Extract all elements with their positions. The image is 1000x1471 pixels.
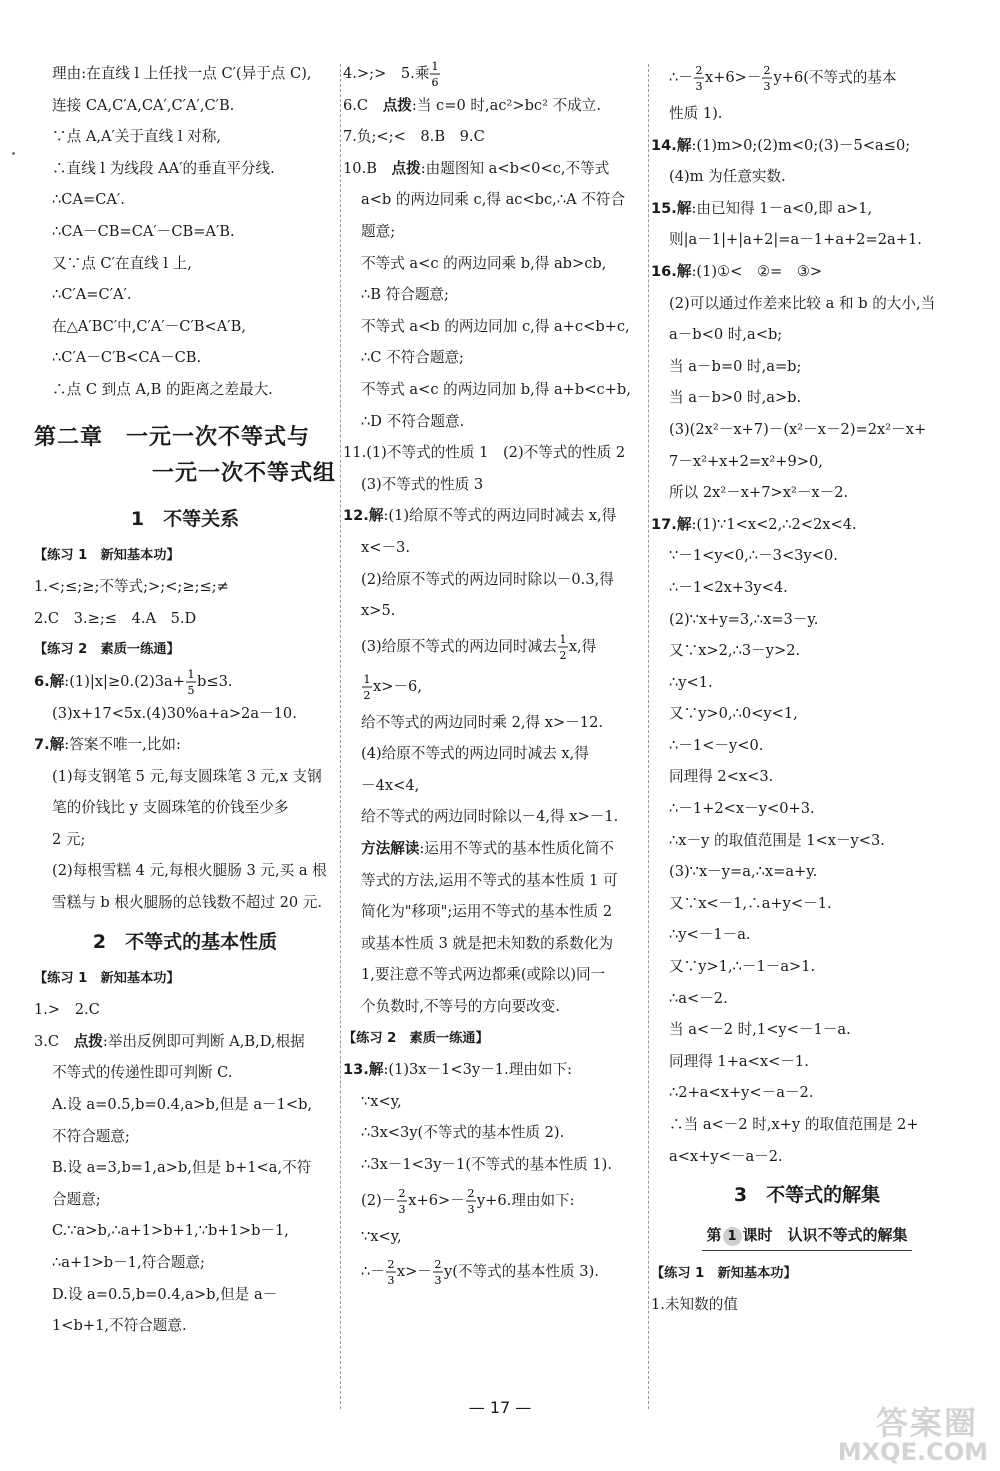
answer-text: :举出反例即可判断 A,B,D,根据 — [102, 1032, 305, 1050]
hint-label: 点拨 — [391, 159, 421, 177]
answer-line: 题意; — [361, 222, 396, 240]
text-line: 连接 CA,C′A,CA′,C′A′,C′B. — [52, 96, 235, 114]
section-heading: 2 不等式的基本性质 — [92, 930, 278, 953]
answer-line: a<x+y<－a－2. — [669, 1147, 783, 1165]
answer-line: a<b 的两边同乘 c,得 ac<bc,∴A 不符合 — [361, 191, 626, 209]
question-number: 13.解 — [343, 1061, 384, 1079]
text-line: ∴直线 l 为线段 AA′的垂直平分线. — [52, 159, 275, 177]
answer-text: :(1)3x－1<3y－1.理由如下: — [383, 1061, 573, 1079]
answer-line: (4)给原不等式的两边同时减去 x,得 — [361, 745, 589, 763]
section-heading: 1 不等关系 — [130, 507, 240, 530]
answer-line: 雪糕与 b 根火腿肠的总钱数不超过 20 元. — [52, 894, 323, 912]
answer-line: 个负数时,不等号的方向要改变. — [361, 998, 560, 1016]
answer-line: 或基本性质 3 就是把未知数的系数化为 — [361, 934, 614, 952]
section-heading: 3 不等式的解集 — [733, 1184, 881, 1207]
answer-line: 给不等式的两边同时除以－4,得 x>－1. — [361, 808, 619, 826]
answer-line: 又∵y>1,∴－1－a>1. — [669, 958, 816, 976]
chapter-title: 第二章 一元一次不等式与 — [34, 424, 311, 450]
question-number: 15.解 — [651, 199, 692, 217]
answer-line: 1,要注意不等式两边都乘(或除以)同一 — [361, 966, 606, 984]
answer-line: 笔的价钱比 y 支圆珠笔的价钱至少多 — [52, 799, 289, 817]
answer-line: 当 a<－2 时,1<y<－1－a. — [669, 1021, 851, 1039]
answer-text: :(1)m>0;(2)m<0;(3)－5<a≤0; — [691, 136, 911, 154]
answer-text: y+6(不等式的基本 — [773, 69, 897, 86]
answer-line — [651, 256, 963, 288]
fraction-numerator: 2 — [434, 1258, 442, 1272]
fraction-numerator: 1 — [187, 667, 195, 681]
fraction-numerator: 2 — [763, 64, 771, 77]
answer-line: 当 a－b>0 时,a>b. — [669, 389, 802, 407]
answer-line: (2)∵x+y=3,∴x=3－y. — [669, 610, 819, 628]
answer-line: ∴D 不符合题意. — [361, 412, 465, 430]
answer-line: ∴－1<－y<0. — [669, 736, 764, 754]
fraction-denominator: 5 — [187, 683, 195, 697]
answer-line: (2)可以通过作差来比较 a 和 b 的大小,当 — [669, 294, 936, 312]
question-number: 12.解 — [343, 507, 384, 525]
answer-line: a－b<0 时,a<b; — [669, 326, 783, 344]
answer-line: ∵x<y, — [361, 1092, 402, 1110]
answer-text: x+6>－ — [704, 69, 762, 86]
answer-line: (1)每支钢笔 5 元,每支圆珠笔 3 元,x 支钢 — [52, 767, 322, 785]
answer-line: 当 a－b=0 时,a=b; — [669, 357, 802, 375]
fraction-denominator: 3 — [467, 1202, 475, 1216]
lesson-prefix: 第 — [706, 1226, 722, 1245]
answer-text: x+6>－ — [408, 1191, 465, 1209]
answer-line: 又∵x<－1,∴a+y<－1. — [669, 894, 832, 912]
answer-line — [34, 666, 336, 698]
answer-text: :答案不唯一,比如: — [64, 736, 181, 754]
answer-line — [343, 58, 644, 90]
answer-line — [343, 500, 644, 532]
exercise-tag: 【练习 1 新知基本功】 — [34, 970, 180, 986]
fraction — [429, 59, 441, 89]
exercise-tag: 【练习 1 新知基本功】 — [651, 1265, 797, 1281]
answer-line — [343, 1181, 644, 1221]
answer-line: ∴a<－2. — [669, 989, 728, 1007]
answer-line: ∵x<y, — [361, 1227, 402, 1245]
answer-line: x<－3. — [361, 538, 410, 556]
answer-line: D.设 a=0.5,b=0.4,a>b,但是 a－ — [52, 1285, 278, 1303]
answer-line: (3)x+17<5x.(4)30%a+a>2a－10. — [52, 704, 297, 722]
question-number: 7.解 — [34, 736, 65, 754]
answer-line — [651, 130, 963, 162]
column-right — [651, 58, 963, 1321]
answer-text: :(1)∵1<x<2,∴2<2x<4. — [691, 515, 857, 533]
answer-line: 性质 1). — [669, 105, 723, 122]
answer-text: :(1)①< ②= ③> — [691, 262, 823, 280]
fraction — [361, 672, 373, 702]
fraction-numerator: 1 — [559, 632, 567, 646]
question-number: 17.解 — [651, 515, 692, 533]
answer-line: ∴y<1. — [669, 673, 713, 691]
text-line: 在△A′BC′中,C′A′－C′B<A′B, — [52, 317, 246, 335]
text-line: ∴CA－CB=CA′－CB=A′B. — [52, 222, 235, 240]
method-note — [343, 833, 644, 865]
question-number: 16.解 — [651, 262, 692, 280]
answer-line: ∴a+1>b－1,符合题意; — [52, 1254, 205, 1271]
fraction — [693, 63, 705, 93]
answer-line: 7.负;<;< 8.B 9.C — [343, 128, 485, 146]
answer-line — [34, 729, 336, 761]
fraction-numerator: 2 — [387, 1258, 395, 1272]
column-divider-1 — [340, 64, 341, 1409]
answer-line — [651, 58, 963, 98]
answer-line: 7－x²+x+2=x²+9>0, — [669, 452, 823, 470]
answer-line: (2)给原不等式的两边同时除以－0.3,得 — [361, 570, 614, 588]
fraction — [761, 63, 773, 93]
answer-text: ∴－ — [669, 69, 693, 86]
answer-line: 不等式的传递性即可判断 C. — [52, 1064, 233, 1082]
fraction — [185, 667, 197, 697]
fraction-numerator: 1 — [363, 672, 371, 686]
answer-line — [343, 627, 644, 667]
fraction — [432, 1257, 444, 1287]
fraction — [465, 1186, 477, 1216]
answer-line: 所以 2x²－x+7>x²－x－2. — [669, 484, 849, 502]
answer-line: C.∵a>b,∴a+1>b+1,∵b+1>b－1, — [52, 1222, 289, 1240]
text-line: ∴CA=CA′. — [52, 191, 125, 209]
fraction-denominator: 2 — [363, 688, 371, 702]
answer-line: 1.未知数的值 — [651, 1296, 738, 1314]
lesson-heading — [651, 1220, 963, 1252]
watermark-logo-text: 答案圈 — [875, 1404, 978, 1442]
fraction-denominator: 3 — [387, 1274, 395, 1288]
answer-line: (3)(2x²－x+7)－(x²－x－2)=2x²－x+ — [669, 420, 927, 438]
page-number: — 17 — — [468, 1398, 532, 1417]
column-left — [34, 58, 336, 1342]
answer-line: ∵－1<y<0,∴－3<3y<0. — [669, 547, 838, 565]
answer-text: 4.>;> 5.乘 — [343, 65, 430, 82]
answer-text: y+6.理由如下: — [476, 1191, 575, 1209]
text-line: ∴C′A=C′A′. — [52, 286, 132, 304]
fraction-numerator: 1 — [431, 60, 439, 73]
answer-line: 2 元; — [52, 830, 86, 848]
answer-text: :由题图知 a<b<0<c,不等式 — [420, 159, 610, 177]
answer-line: 同理得 2<x<3. — [669, 768, 774, 786]
chapter-subtitle: 一元一次不等式组 — [151, 460, 336, 486]
answer-line — [343, 667, 644, 707]
fraction-denominator: 6 — [431, 76, 439, 89]
question-number: 6.C — [343, 96, 369, 114]
answer-line: ∴当 a<－2 时,x+y 的取值范围是 2+ — [669, 1116, 919, 1133]
answer-line: 则|a－1|+|a+2|=a－1+a+2=2a+1. — [669, 231, 922, 249]
text-line: 理由:在直线 l 上任找一点 C′(异于点 C), — [52, 65, 312, 82]
answer-line: A.设 a=0.5,b=0.4,a>b,但是 a－1<b, — [52, 1096, 313, 1114]
answer-line: 11.(1)不等式的性质 1 (2)不等式的性质 2 — [343, 444, 626, 462]
answer-line — [343, 1054, 644, 1086]
answer-line: ∴x－y 的取值范围是 1<x－y<3. — [669, 831, 885, 849]
answer-line: 2.C 3.≥;≤ 4.A 5.D — [34, 609, 197, 627]
answer-line: 1.> 2.C — [34, 1001, 100, 1019]
fraction — [385, 1257, 397, 1287]
scan-dot — [12, 152, 15, 155]
proof-block — [34, 58, 336, 406]
answer-text: ∴－ — [361, 1263, 385, 1281]
fraction — [557, 632, 569, 662]
watermark-logo — [818, 1398, 988, 1466]
method-label: 方法解读 — [361, 840, 420, 858]
exercise-tag: 【练习 2 素质一练通】 — [343, 1030, 489, 1046]
text-line: ∵点 A,A′关于直线 l 对称, — [52, 128, 222, 146]
answer-line: B.设 a=3,b=1,a>b,但是 b+1<a,不符 — [52, 1159, 312, 1177]
answer-line: 合题意; — [52, 1190, 101, 1208]
answer-line — [651, 509, 963, 541]
text-line: ∴点 C 到点 A,B 的距离之差最大. — [52, 380, 273, 398]
lesson-heading-text — [702, 1222, 911, 1251]
answer-line: －4x<4, — [361, 776, 420, 794]
hint-label: 点拨 — [73, 1032, 103, 1050]
column-divider-2 — [648, 64, 649, 1409]
fraction-denominator: 2 — [559, 648, 567, 662]
answer-text: :(1)给原不等式的两边同时减去 x,得 — [383, 507, 617, 525]
question-number: 6.解 — [34, 672, 65, 690]
answer-text: y(不等式的基本性质 3). — [443, 1263, 599, 1281]
answer-line — [343, 90, 644, 122]
answer-line: ∴－1<2x+3y<4. — [669, 578, 788, 596]
answer-line: 不等式 a<b 的两边同加 c,得 a+c<b+c, — [361, 317, 630, 335]
fraction — [396, 1186, 408, 1216]
answer-line: 简化为"移项";运用不等式的基本性质 2 — [361, 903, 613, 921]
answer-line — [651, 193, 963, 225]
answer-text: (2)－ — [361, 1191, 397, 1209]
answer-line: 不符合题意; — [52, 1127, 130, 1145]
answer-text: :(1)|x|≥0.(2)3a+ — [64, 672, 185, 690]
answer-line: ∴y<－1－a. — [669, 926, 751, 944]
answer-line: 又∵x>2,∴3－y>2. — [669, 642, 801, 660]
lesson-number-circle: 1 — [723, 1227, 742, 1246]
answer-line — [343, 1252, 644, 1292]
answer-text: :由已知得 1－a<0,即 a>1, — [691, 199, 873, 217]
hint-label: 点拨 — [382, 96, 412, 114]
answer-line: (3)∵x－y=a,∴x=a+y. — [669, 863, 818, 881]
answer-line: 给不等式的两边同时乘 2,得 x>－12. — [361, 713, 603, 731]
question-number: 10.B — [343, 159, 377, 177]
exercise-tag: 【练习 1 新知基本功】 — [34, 547, 180, 563]
answer-line: 1.<;≤;≥;不等式;>;<;≥;≤;≠ — [34, 578, 229, 596]
answer-line: 又∵y>0,∴0<y<1, — [669, 705, 798, 723]
fraction-numerator: 2 — [467, 1186, 475, 1200]
fraction-denominator: 3 — [398, 1202, 406, 1216]
answer-text: b≤3. — [197, 672, 233, 690]
answer-text: x>－ — [396, 1263, 432, 1281]
answer-line: (3)不等式的性质 3 — [361, 475, 484, 493]
answer-line: 同理得 1+a<x<－1. — [669, 1052, 809, 1070]
answer-line: x>5. — [361, 602, 396, 620]
answer-text: :当 c=0 时,ac²>bc² 不成立. — [411, 96, 601, 114]
answer-line: 不等式 a<c 的两边同乘 b,得 ab>cb, — [361, 254, 607, 272]
answer-line: ∴3x－1<3y－1(不等式的基本性质 1). — [361, 1156, 613, 1173]
fraction-numerator: 2 — [398, 1186, 406, 1200]
answer-line: ∴－1+2<x－y<0+3. — [669, 800, 815, 818]
answer-line: ∴2+a<x+y<－a－2. — [669, 1084, 814, 1102]
answer-line — [34, 1026, 336, 1058]
lesson-title: 课时 认识不等式的解集 — [742, 1226, 908, 1245]
watermark-url: MXQE.COM — [837, 1438, 988, 1466]
answer-text: x>－6, — [373, 677, 422, 695]
answer-line: 等式的方法,运用不等式的基本性质 1 可 — [361, 871, 618, 889]
column-middle — [343, 58, 644, 1292]
answer-line: ∴C 不符合题意; — [361, 349, 464, 367]
answer-text: (3)给原不等式的两边同时减去 — [361, 637, 557, 655]
answer-text: :运用不等式的基本性质化简不 — [419, 840, 615, 858]
answer-line: 不等式 a<c 的两边同加 b,得 a+b<c+b, — [361, 380, 631, 398]
answer-line: ∴B 符合题意; — [361, 286, 449, 304]
exercise-tag: 【练习 2 素质一练通】 — [34, 642, 180, 658]
answer-line: (2)每根雪糕 4 元,每根火腿肠 3 元,买 a 根 — [52, 862, 327, 880]
answer-line: ∴3x<3y(不等式的基本性质 2). — [361, 1124, 565, 1142]
fraction-numerator: 2 — [695, 64, 703, 77]
fraction-denominator: 3 — [695, 80, 703, 93]
answer-line: 1<b+1,不符合题意. — [52, 1317, 187, 1335]
answer-text: x,得 — [568, 637, 597, 655]
answer-line: (4)m 为任意实数. — [669, 168, 786, 186]
text-line: 又∵点 C′在直线 l 上, — [52, 254, 192, 272]
question-number: 3.C — [34, 1032, 60, 1050]
fraction-denominator: 3 — [763, 80, 771, 93]
answer-line — [343, 153, 644, 185]
text-line: ∴C′A－C′B<CA－CB. — [52, 349, 202, 367]
question-number: 14.解 — [651, 136, 692, 154]
fraction-denominator: 3 — [434, 1274, 442, 1288]
